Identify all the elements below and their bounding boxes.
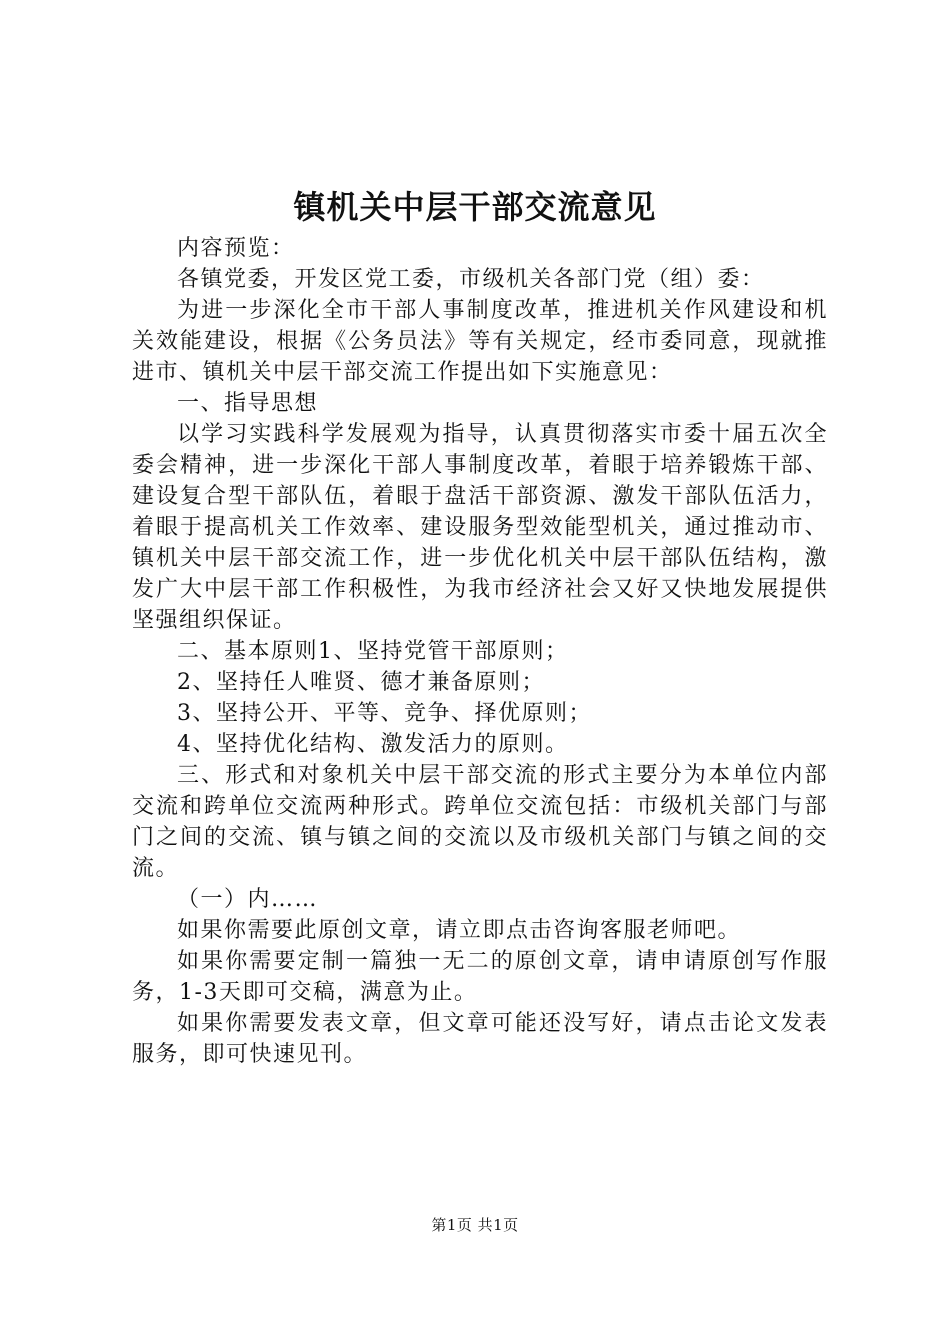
paragraph-preview-label: 内容预览：	[177, 236, 295, 261]
paragraph-intro: 为进一步深化全市干部人事制度改革，推进机关作风建设和机关效能建设，根据《公务员法》等有关规定，经市委同意，现就推进市、镇机关中层干部交流工作提出如下实施意见：	[132, 298, 828, 385]
paragraph-principle-3: 3、坚持公开、平等、竞争、择优原则；	[177, 701, 592, 726]
heading-guiding-thought: 一、指导思想	[177, 391, 319, 416]
paragraph-principle-4: 4、坚持优化结构、激发活力的原则。	[177, 732, 569, 757]
paragraph-truncated-section: （一）内……	[177, 887, 319, 912]
paragraph-forms-and-targets: 三、形式和对象机关中层干部交流的形式主要分为本单位内部交流和跨单位交流两种形式。跨单位交流包括：市级机关部门与部门之间的交流、镇与镇之间的交流以及市级机关部门与镇之间的交流。	[132, 763, 828, 881]
paragraph-publishing: 如果你需要发表文章，但文章可能还没写好，请点击论文发表服务，即可快速见刊。	[132, 1011, 828, 1067]
document-body	[132, 233, 828, 1070]
paragraph-principle-1: 二、基本原则1、坚持党管干部原则；	[177, 639, 569, 664]
document-title: 镇机关中层干部交流意见	[293, 188, 657, 226]
paragraph-contact-service: 如果你需要此原创文章，请立即点击咨询客服老师吧。	[177, 918, 742, 943]
paragraph-principle-2: 2、坚持任人唯贤、德才兼备原则；	[177, 670, 545, 695]
page-number-footer: 第1页 共1页	[431, 1216, 519, 1234]
paragraph-guiding-thought: 以学习实践科学发展观为指导，认真贯彻落实市委十届五次全委会精神，进一步深化干部人事制度改革，着眼于培养锻炼干部、建设复合型干部队伍，着眼于盘活干部资源、激发干部队伍活力，着眼于提高机关工作效率、建设服务型效能型机关，通过推动市、镇机关中层干部交流工作，进一步优化机关中层干部队伍结构，激发广大中层干部工作积极性，为我市经济社会又好又快地发展提供坚强组织保证。	[132, 422, 828, 633]
paragraph-salutation: 各镇党委，开发区党工委，市级机关各部门党（组）委：	[177, 267, 765, 292]
paragraph-custom-writing: 如果你需要定制一篇独一无二的原创文章，请申请原创写作服务，1-3天即可交稿，满意为止。	[132, 949, 828, 1005]
